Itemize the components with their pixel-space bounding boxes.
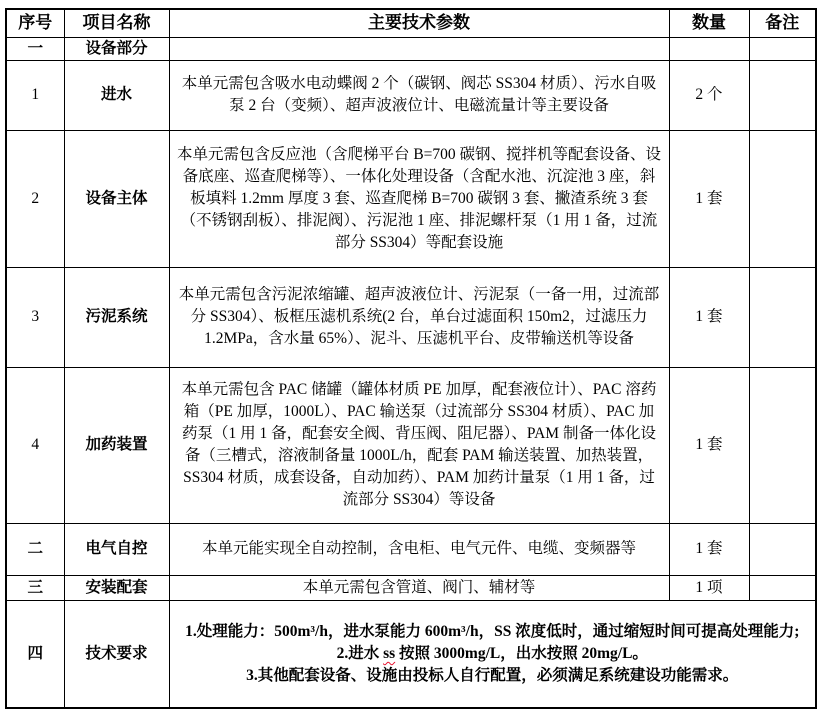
remarks-cell — [749, 367, 816, 523]
serial-cell: 2 — [6, 130, 64, 267]
item-name-cell: 设备主体 — [64, 130, 169, 267]
quantity-cell: 1 套 — [669, 367, 749, 523]
spellcheck-underlined-word: ss — [383, 644, 396, 662]
serial-cell: 3 — [6, 267, 64, 367]
col-header-item-name: 项目名称 — [64, 9, 169, 37]
col-header-serial: 序号 — [6, 9, 64, 37]
spec-document — [5, 8, 817, 709]
tech-line-2-suffix: 按照 3000mg/L，出水按照 20mg/L。 — [395, 644, 648, 662]
item-name-cell: 进水 — [64, 60, 169, 130]
quantity-cell: 1 套 — [669, 130, 749, 267]
tech-requirements-cell — [169, 600, 816, 708]
serial-cell: 二 — [6, 523, 64, 575]
table-row-dosing-device — [6, 367, 816, 523]
remarks-cell — [749, 523, 816, 575]
item-name-cell: 加药装置 — [64, 367, 169, 523]
item-name-cell: 安装配套 — [64, 575, 169, 600]
quantity-cell: 1 套 — [669, 523, 749, 575]
table-row-technical-requirements — [6, 600, 816, 708]
remarks-cell — [749, 37, 816, 60]
parameters-cell — [169, 37, 669, 60]
quantity-cell: 1 套 — [669, 267, 749, 367]
parameters-cell: 本单元能实现全自动控制，含电柜、电气元件、电缆、变频器等 — [169, 523, 669, 575]
serial-cell: 1 — [6, 60, 64, 130]
serial-cell: 一 — [6, 37, 64, 60]
col-header-parameters: 主要技术参数 — [169, 9, 669, 37]
tech-requirement-line-3: 3.其他配套设备、设施由投标人自行配置，必须满足系统建设功能需求。 — [246, 666, 739, 684]
remarks-cell — [749, 130, 816, 267]
table-row-electrical-control — [6, 523, 816, 575]
table-row-section-equipment — [6, 37, 816, 60]
quantity-cell — [669, 37, 749, 60]
col-header-quantity: 数量 — [669, 9, 749, 37]
table-row-main-equipment — [6, 130, 816, 267]
table-row-sludge-system — [6, 267, 816, 367]
quantity-cell: 1 项 — [669, 575, 749, 600]
tech-requirement-line-1: 1.处理能力：500m³/h，进水泵能力 600m³/h，SS 浓度低时，通过缩短时间可提高处理能力; — [185, 622, 800, 640]
equipment-spec-table — [5, 8, 817, 709]
serial-cell: 4 — [6, 367, 64, 523]
quantity-cell: 2 个 — [669, 60, 749, 130]
table-row-inlet-water — [6, 60, 816, 130]
item-name-cell: 技术要求 — [64, 600, 169, 708]
parameters-cell: 本单元需包含吸水电动蝶阀 2 个（碳钢、阀芯 SS304 材质）、污水自吸泵 2 台（变频）、超声波液位计、电磁流量计等主要设备 — [169, 60, 669, 130]
item-name-cell: 污泥系统 — [64, 267, 169, 367]
serial-cell: 三 — [6, 575, 64, 600]
table-header-row — [6, 9, 816, 37]
parameters-cell: 本单元需包含 PAC 储罐（罐体材质 PE 加厚，配套液位计）、PAC 溶药箱（PE 加厚，1000L）、PAC 输送泵（过流部分 SS304 材质）、PAC 加药泵（1 用 1 备，配套安全阀、背压阀、阻尼器）、PAM 制备一体化设备（三槽式，溶液制备量 1000L/h，配套 PAM 输送装置、加热装置，SS304 材质，成套设备，自动加药）、PAM 加药计量泵（1 用 1 备，过流部分 SS304）等设备 — [169, 367, 669, 523]
item-name-cell: 设备部分 — [64, 37, 169, 60]
serial-cell: 四 — [6, 600, 64, 708]
remarks-cell — [749, 60, 816, 130]
parameters-cell: 本单元需包含反应池（含爬梯平台 B=700 碳钢、搅拌机等配套设备、设备底座、巡查爬梯等）、一体化处理设备（含配水池、沉淀池 3 座，斜板填料 1.2mm 厚度 3 套、巡查爬梯 B=700 碳钢 3 套、撇渣系统 3 套（不锈钢刮板）、排泥阀）、污泥池 1 座、排泥螺杆泵（1 用 1 备，过流部分 SS304）等配套设施 — [169, 130, 669, 267]
table-row-installation — [6, 575, 816, 600]
item-name-cell: 电气自控 — [64, 523, 169, 575]
col-header-remarks: 备注 — [749, 9, 816, 37]
remarks-cell — [749, 575, 816, 600]
tech-requirement-line-2 — [177, 643, 809, 665]
parameters-cell: 本单元需包含管道、阀门、辅材等 — [169, 575, 669, 600]
tech-line-2-prefix: 2.进水 — [336, 644, 384, 662]
remarks-cell — [749, 267, 816, 367]
parameters-cell: 本单元需包含污泥浓缩罐、超声波液位计、污泥泵（一备一用，过流部分 SS304）、板框压滤机系统(2 台，单台过滤面积 150m2，过滤压力 1.2MPa，含水量 65%）、泥斗、压滤机平台、皮带输送机等设备 — [169, 267, 669, 367]
